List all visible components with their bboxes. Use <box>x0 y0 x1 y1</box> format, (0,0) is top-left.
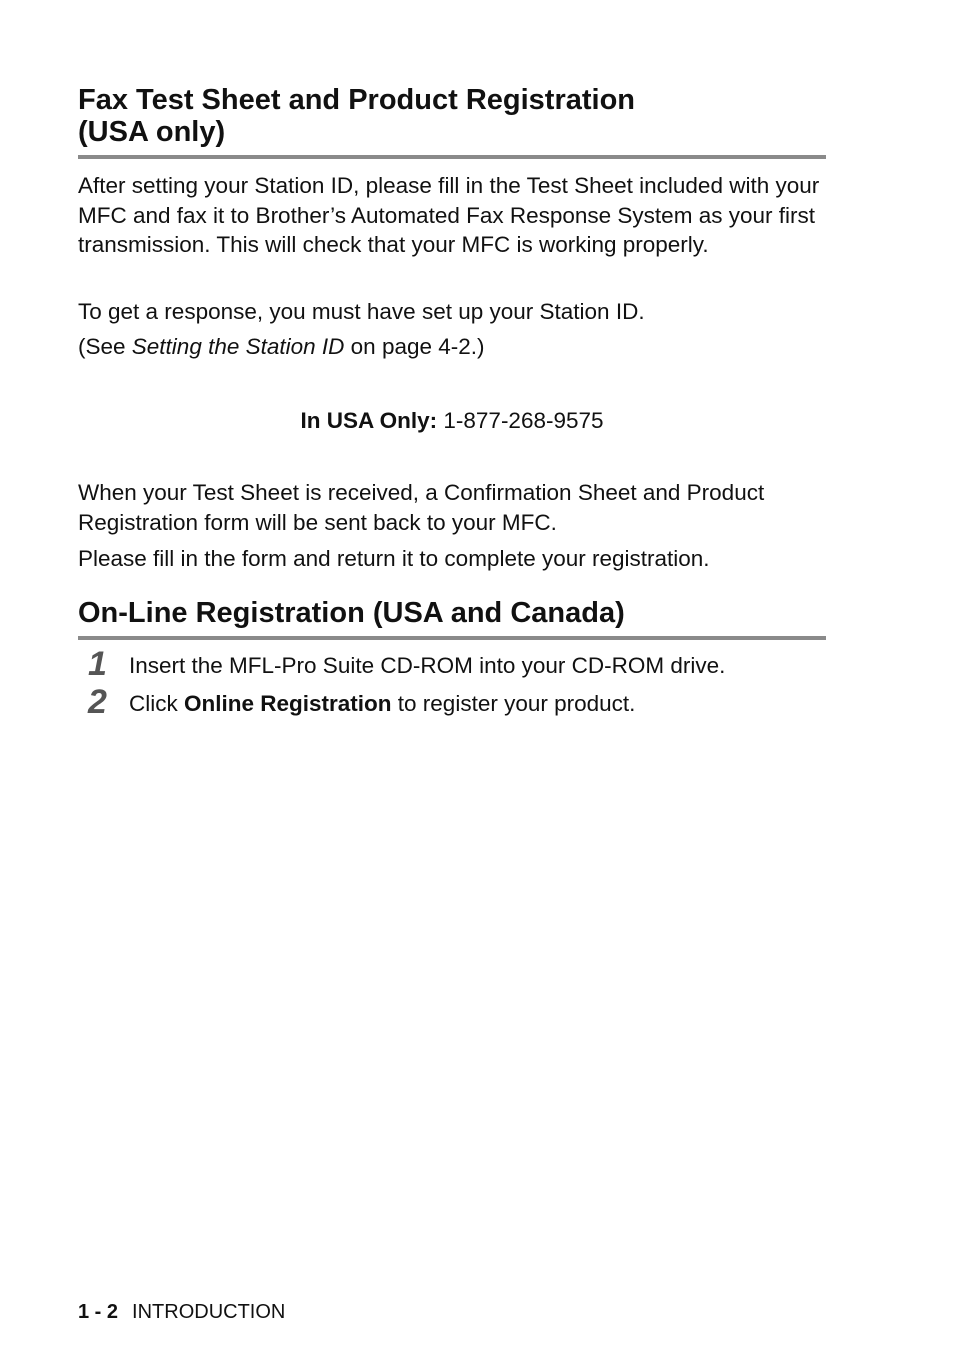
phone-label: In USA Only: <box>300 408 438 433</box>
cross-reference-suffix: on page 4-2.) <box>344 334 485 359</box>
station-id-note: To get a response, you must have set up your Station ID. <box>78 299 645 324</box>
completion-paragraph: Please fill in the form and return it to complete your registration. <box>78 546 710 571</box>
section-title-line1: Fax Test Sheet and Product Registration <box>78 84 636 116</box>
intro-paragraph: After setting your Station ID, please fill in the Test Sheet included with your MFC and fax it to Brother’s Automated Fax Response System as your first transmission. This will check that your MFC is working properly. <box>78 173 820 257</box>
manual-page <box>78 0 826 1352</box>
page-number: 1 - 2 <box>78 1301 119 1323</box>
section-divider <box>78 155 826 159</box>
step-1 <box>78 645 826 688</box>
phone-line <box>78 406 826 435</box>
cross-reference-prefix: (See <box>78 334 132 359</box>
page-footer <box>78 1300 285 1324</box>
phone-number: 1-877-268-9575 <box>437 408 604 433</box>
section-title-fax-test-sheet <box>78 84 826 148</box>
confirmation-paragraph: When your Test Sheet is received, a Confirmation Sheet and Product Registration form will be sent back to your MFC. <box>78 480 765 535</box>
step-number: 1 <box>88 645 107 683</box>
step-text-suffix: to register your product. <box>391 691 636 716</box>
section-divider <box>78 636 826 640</box>
section-title-online-registration: On-Line Registration (USA and Canada) <box>78 597 625 629</box>
online-registration-label: Online Registration <box>184 691 392 716</box>
step-text-prefix: Click <box>129 691 184 716</box>
section-title-line2: (USA only) <box>78 116 226 148</box>
cross-reference-link: Setting the Station ID <box>131 334 345 359</box>
cross-reference <box>78 332 826 362</box>
step-2 <box>78 683 826 726</box>
step-number: 2 <box>88 683 107 721</box>
step-text <box>129 690 635 718</box>
step-text: Insert the MFL-Pro Suite CD-ROM into your CD-ROM drive. <box>129 653 726 678</box>
chapter-name: INTRODUCTION <box>132 1301 286 1323</box>
